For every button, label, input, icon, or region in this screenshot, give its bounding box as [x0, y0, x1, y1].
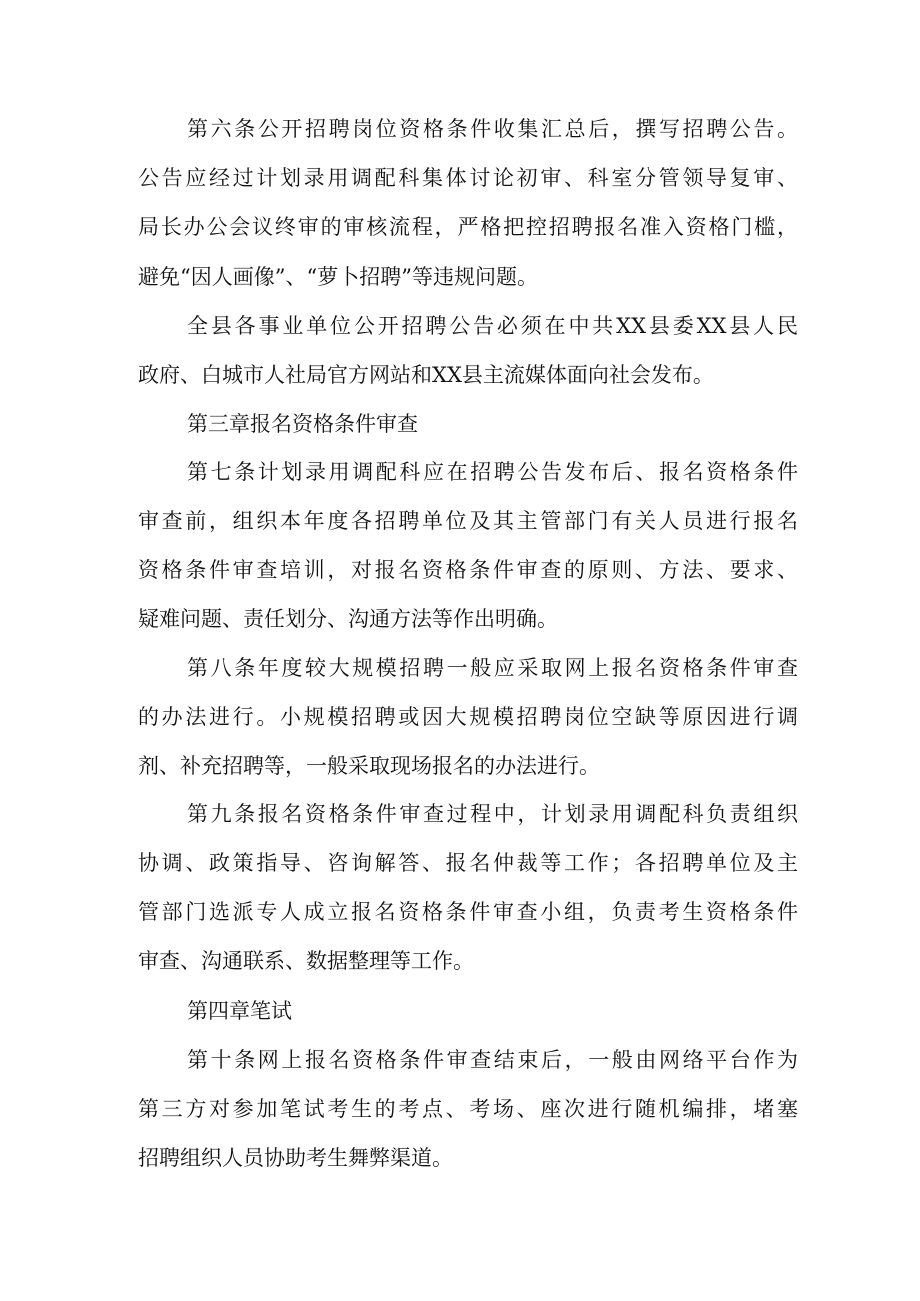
chapter-3-heading: 第三章报名资格条件审查 [187, 412, 418, 436]
article-8-line-2: 的办法进行。小规模招聘或因大规模招聘岗位空缺等原因进行调 [138, 705, 798, 729]
article-7-line-3: 资格条件审查培训，对报名资格条件审查的原则、方法、要求、 [138, 558, 798, 582]
article-7-line-4: 疑难问题、责任划分、沟通方法等作出明确。 [138, 607, 558, 631]
article-8-line-1: 第八条年度较大规模招聘一般应采取网上报名资格条件审查 [187, 656, 798, 680]
publication-line-1: 全县各事业单位公开招聘公告必须在中共XX县委XX县人民 [187, 314, 798, 338]
publication-line-2: 政府、白城市人社局官方网站和XX县主流媒体面向社会发布。 [138, 363, 714, 387]
article-6-line-1: 第六条公开招聘岗位资格条件收集汇总后，撰写招聘公告。 [187, 117, 798, 141]
article-7-line-1: 第七条计划录用调配科应在招聘公告发布后、报名资格条件 [187, 460, 798, 484]
article-10-line-3: 招聘组织人员协助考生舞弊渠道。 [138, 1146, 453, 1170]
article-9-line-2: 协调、政策指导、咨询解答、报名仲裁等工作；各招聘单位及主 [138, 851, 798, 875]
article-6-line-3: 局长办公会议终审的审核流程，严格把控招聘报名准入资格门槛， [138, 215, 798, 239]
article-9-line-3: 管部门选派专人成立报名资格条件审查小组，负责考生资格条件 [138, 900, 798, 924]
chapter-4-heading: 第四章笔试 [187, 999, 292, 1023]
article-9-line-4: 审查、沟通联系、数据整理等工作。 [138, 949, 474, 973]
article-8-line-3: 剂、补充招聘等，一般采取现场报名的办法进行。 [138, 754, 600, 778]
article-6-line-4: 避免“因人画像”、“萝卜招聘”等违规问题。 [138, 265, 538, 289]
article-9-line-1: 第九条报名资格条件审查过程中，计划录用调配科负责组织 [187, 802, 798, 826]
article-7-line-2: 审查前，组织本年度各招聘单位及其主管部门有关人员进行报名 [138, 509, 798, 533]
article-10-line-1: 第十条网上报名资格条件审查结束后，一般由网络平台作为 [187, 1048, 798, 1072]
article-6-line-2: 公告应经过计划录用调配科集体讨论初审、科室分管领导复审、 [138, 166, 798, 190]
article-10-line-2: 第三方对参加笔试考生的考点、考场、座次进行随机编排，堵塞 [138, 1097, 798, 1121]
